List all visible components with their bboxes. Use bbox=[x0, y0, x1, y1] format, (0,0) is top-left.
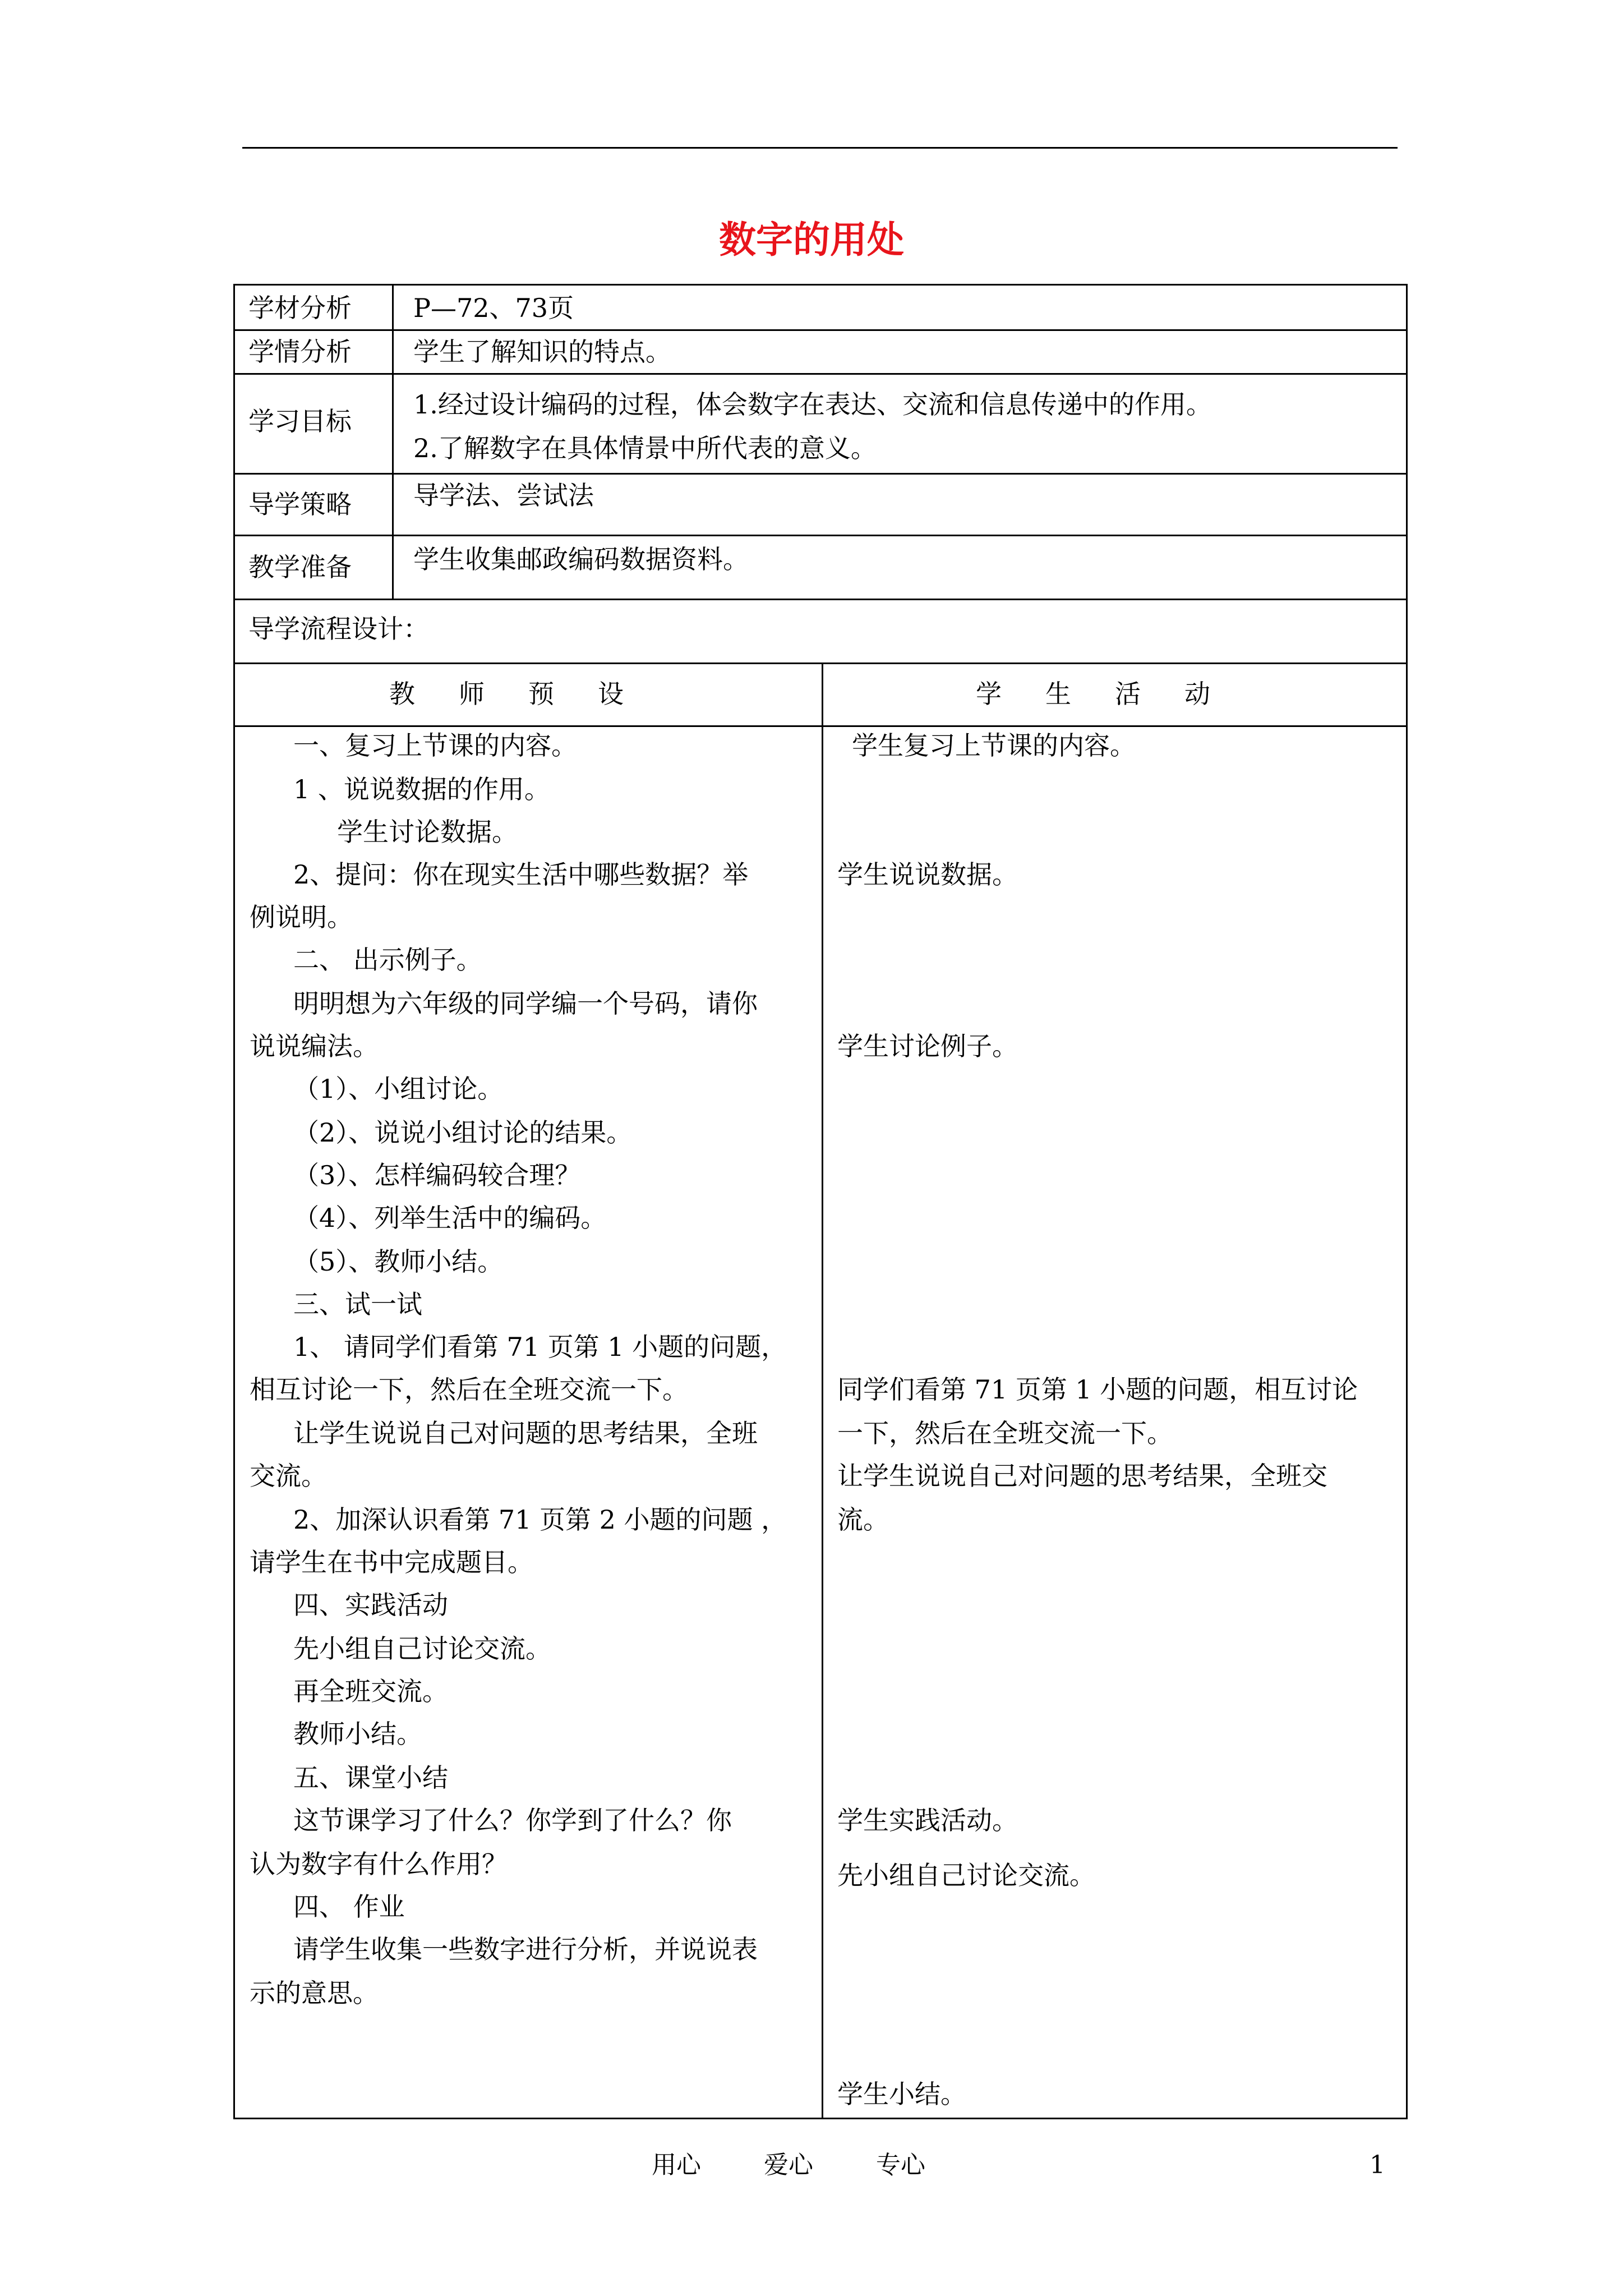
footer-motto-3: 专心 bbox=[876, 2151, 925, 2179]
footer-motto-1: 用心 bbox=[652, 2151, 701, 2179]
teacher-line: 2、提问：你在现实生活中哪些数据？举 bbox=[293, 859, 749, 890]
teacher-line: 认为数字有什么作用？ bbox=[250, 1849, 508, 1879]
student-line: 学生说说数据。 bbox=[837, 859, 1018, 890]
footer-motto-2: 爱心 bbox=[764, 2151, 813, 2179]
row-label-preparation: 教学准备 bbox=[248, 552, 352, 582]
student-line: 让学生说说自己对问题的思考结果，全班交 bbox=[837, 1461, 1327, 1491]
teacher-line: 二、 出示例子。 bbox=[293, 945, 482, 975]
teacher-line: 请学生收集一些数字进行分析，并说说表 bbox=[293, 1934, 758, 1964]
teacher-line: 让学生说说自己对问题的思考结果，全班 bbox=[293, 1418, 758, 1448]
student-line: 先小组自己讨论交流。 bbox=[837, 1860, 1095, 1890]
teacher-line: （3）、怎样编码较合理？ bbox=[293, 1160, 581, 1190]
teacher-line: 1、 请同学们看第 71 页第 1 小题的问题， bbox=[293, 1332, 787, 1362]
teacher-line: 说说编法。 bbox=[250, 1031, 379, 1061]
student-line: 学生复习上节课的内容。 bbox=[852, 730, 1136, 761]
teacher-line: 教师小结。 bbox=[293, 1719, 422, 1749]
teacher-line: 交流。 bbox=[250, 1461, 327, 1491]
student-line: 学生实践活动。 bbox=[837, 1805, 1018, 1835]
row-label-objectives: 学习目标 bbox=[248, 406, 352, 436]
row-divider bbox=[235, 535, 1406, 536]
row-divider bbox=[235, 473, 1406, 475]
row-divider bbox=[235, 662, 1406, 664]
teacher-line: （1）、小组讨论。 bbox=[293, 1074, 504, 1104]
row-divider bbox=[235, 725, 1406, 727]
row-value-learner-analysis: 学生了解知识的特点。 bbox=[413, 337, 671, 367]
teacher-line: 先小组自己讨论交流。 bbox=[293, 1634, 551, 1664]
teacher-line: （2）、说说小组讨论的结果。 bbox=[293, 1117, 633, 1148]
student-line: 一下，然后在全班交流一下。 bbox=[837, 1418, 1173, 1448]
teacher-column-header: 教师预设 bbox=[389, 679, 667, 709]
student-column-header: 学生活动 bbox=[976, 679, 1254, 709]
teacher-line: （4）、列举生活中的编码。 bbox=[293, 1203, 607, 1233]
teacher-line: 请学生在书中完成题目。 bbox=[250, 1547, 533, 1577]
teacher-line: 一、复习上节课的内容。 bbox=[293, 730, 577, 761]
teacher-line: 明明想为六年级的同学编一个号码，请你 bbox=[293, 988, 758, 1019]
header-rule bbox=[242, 147, 1398, 149]
teacher-line: 三、试一试 bbox=[293, 1289, 422, 1319]
row-value-strategy: 导学法、尝试法 bbox=[413, 480, 594, 510]
row-divider bbox=[235, 599, 1406, 600]
teacher-line: 2、加深认识看第 71 页第 2 小题的问题 ， bbox=[293, 1504, 787, 1535]
row-divider bbox=[235, 329, 1406, 331]
student-line: 流。 bbox=[837, 1504, 889, 1535]
teacher-line: 学生讨论数据。 bbox=[337, 817, 518, 847]
teacher-line: 相互讨论一下，然后在全班交流一下。 bbox=[250, 1374, 688, 1405]
teacher-line: 例说明。 bbox=[250, 902, 353, 932]
teacher-line: 四、 作业 bbox=[293, 1892, 405, 1922]
lesson-plan-table bbox=[233, 284, 1408, 2119]
label-column-divider bbox=[392, 286, 394, 599]
row-label-learner-analysis: 学情分析 bbox=[248, 337, 352, 367]
page-number: 1 bbox=[1370, 2151, 1385, 2179]
activity-column-divider bbox=[822, 662, 823, 2118]
teacher-line: （5）、教师小结。 bbox=[293, 1246, 504, 1277]
row-value-objective-2: 2.了解数字在具体情景中所代表的意义。 bbox=[413, 433, 877, 463]
student-line: 学生讨论例子。 bbox=[837, 1031, 1018, 1061]
teacher-line: 示的意思。 bbox=[250, 1978, 379, 2008]
row-label-strategy: 导学策略 bbox=[248, 489, 352, 519]
teacher-line: 五、课堂小结 bbox=[293, 1763, 448, 1793]
design-label: 导学流程设计： bbox=[248, 614, 429, 644]
row-label-materials: 学材分析 bbox=[248, 293, 352, 323]
row-divider bbox=[235, 373, 1406, 375]
teacher-line: 四、实践活动 bbox=[293, 1590, 448, 1620]
row-value-objective-1: 1.经过设计编码的过程，体会数字在表达、交流和信息传递中的作用。 bbox=[413, 389, 1212, 420]
row-value-preparation: 学生收集邮政编码数据资料。 bbox=[413, 544, 749, 574]
row-value-materials: P—72、73页 bbox=[413, 293, 574, 323]
student-line: 同学们看第 71 页第 1 小题的问题，相互讨论 bbox=[837, 1374, 1358, 1405]
teacher-line: 再全班交流。 bbox=[293, 1676, 448, 1706]
teacher-line: 1 、说说数据的作用。 bbox=[293, 774, 550, 804]
student-line: 学生小结。 bbox=[837, 2079, 966, 2109]
teacher-line: 这节课学习了什么？你学到了什么？你 bbox=[293, 1805, 732, 1835]
page-title: 数字的用处 bbox=[719, 218, 904, 261]
